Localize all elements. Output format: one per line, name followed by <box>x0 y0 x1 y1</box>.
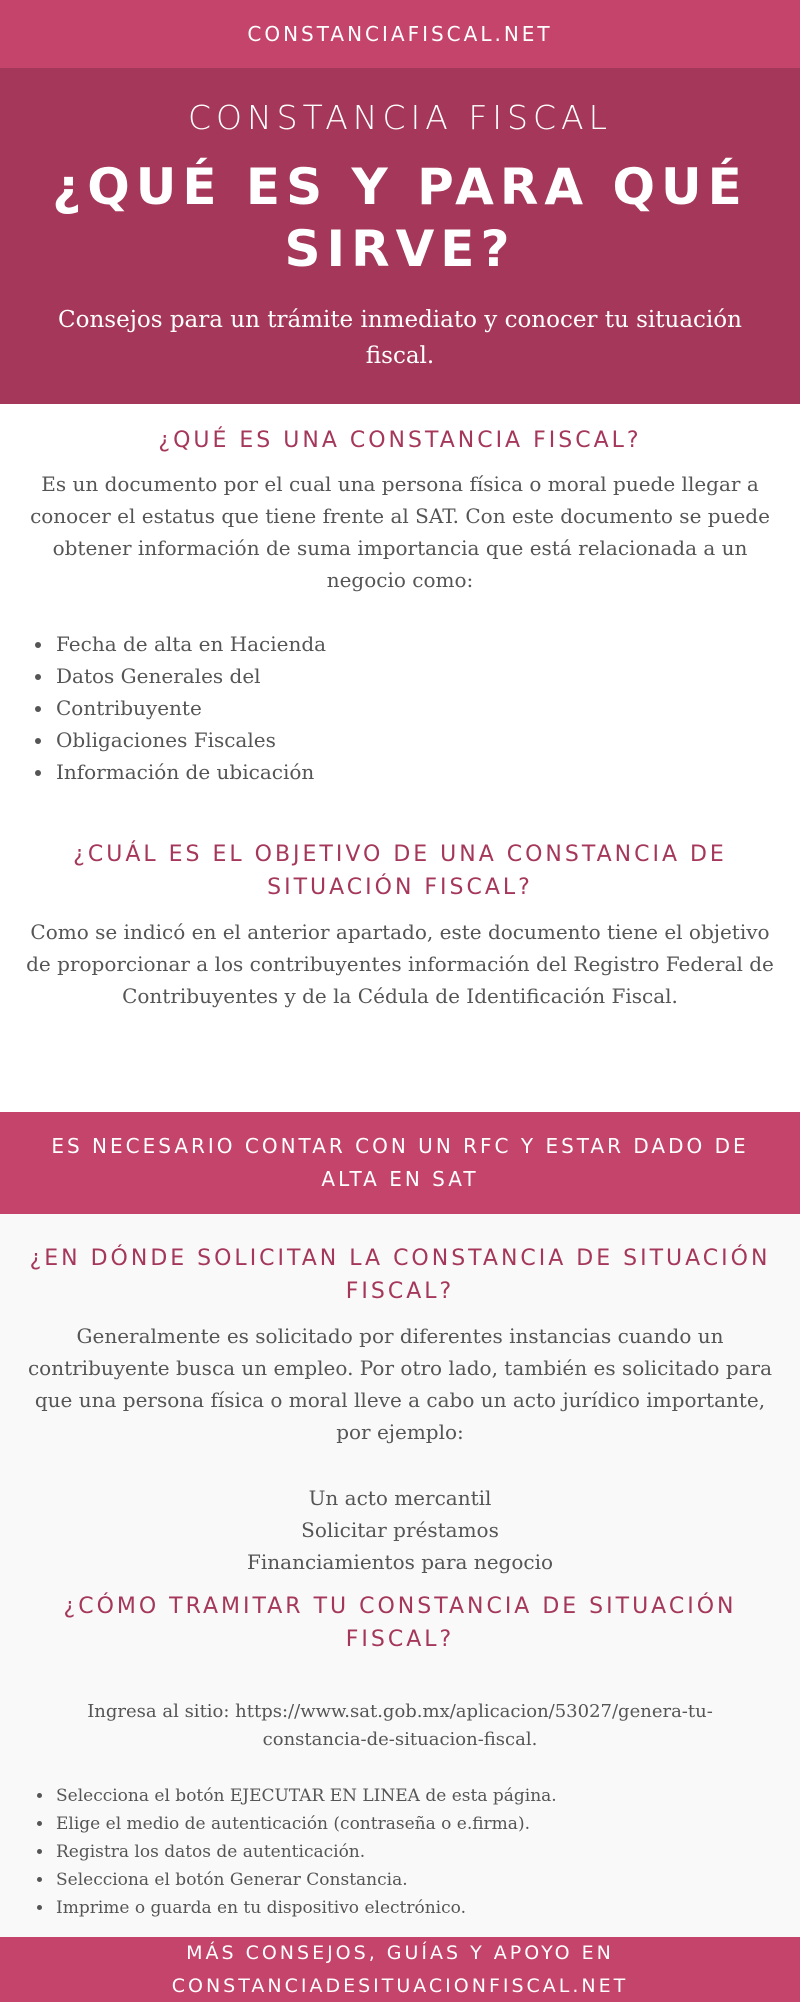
list-item: • Información de ubicación <box>54 756 800 788</box>
section-heading-where: ¿EN DÓNDE SOLICITAN LA CONSTANCIA DE SITUACIÓN FISCAL? <box>29 1246 771 1304</box>
section-heading-what: ¿QUÉ ES UNA CONSTANCIA FISCAL? <box>158 428 642 453</box>
footer-banner <box>0 1937 800 2002</box>
rfc-notice-text: ES NECESARIO CONTAR CON UN RFC Y ESTAR DADO DE ALTA EN SAT <box>51 1134 749 1191</box>
section-heading-how: ¿CÓMO TRAMITAR TU CONSTANCIA DE SITUACIÓN FISCAL? <box>63 1594 737 1652</box>
list-item: • Imprime o guarda en tu dispositivo electrónico. <box>54 1894 800 1922</box>
hero-subtitle: Consejos para un trámite inmediato y conocer tu situación fiscal. <box>58 307 742 369</box>
section-heading-objective: ¿CUÁL ES EL OBJETIVO DE UNA CONSTANCIA DE SITUACIÓN FISCAL? <box>73 842 727 900</box>
list-item: • Selecciona el botón EJECUTAR EN LINEA de esta página. <box>54 1782 800 1810</box>
hero-title: ¿QUÉ ES Y PARA QUÉ SIRVE? <box>52 158 748 278</box>
info-list <box>0 628 800 788</box>
sat-link-text[interactable]: Ingresa al sitio: https://www.sat.gob.mx/aplicacion/53027/genera-tu-constancia-de-situacion-fiscal. <box>87 1701 713 1750</box>
list-item: • Obligaciones Fiscales <box>54 724 800 756</box>
site-header <box>0 0 800 68</box>
section-body-objective: Como se indicó en el anterior apartado, este documento tiene el objetivo de proporcionar a los contribuyentes información del Registro Federal de Contribuyentes y de la Cédula de Identificación Fiscal. <box>26 920 774 1008</box>
list-item: • Datos Generales del <box>54 660 800 692</box>
list-item: • Fecha de alta en Hacienda <box>54 628 800 660</box>
steps-list <box>0 1782 800 1922</box>
section-body-where: Generalmente es solicitado por diferentes instancias cuando un contribuyente busca un empleo. Por otro lado, también es solicitado para que una persona física o moral lleve a cabo un acto jurídico importante, por ejemplo: <box>27 1324 773 1444</box>
intro-sections <box>0 404 800 1112</box>
section-body-what: Es un documento por el cual una persona física o moral puede llegar a conocer el estatus que tiene frente al SAT. Con este documento se puede obtener información de suma importancia que está relacionada a un negocio como: <box>30 472 770 592</box>
example-item: Financiamientos para negocio <box>246 1550 554 1574</box>
list-item: • Registra los datos de autenticación. <box>54 1838 800 1866</box>
rfc-notice-band <box>0 1112 800 1214</box>
hero-banner <box>0 68 800 404</box>
footer-text[interactable]: MÁS CONSEJOS, GUÍAS Y APOYO EN CONSTANCIADESITUACIONFISCAL.NET <box>171 1941 629 1997</box>
example-item: Un acto mercantil <box>308 1486 492 1510</box>
example-item: Solicitar préstamos <box>301 1518 499 1542</box>
request-and-steps <box>0 1214 800 1937</box>
site-domain[interactable]: CONSTANCIAFISCAL.NET <box>247 22 553 46</box>
list-item: • Selecciona el botón Generar Constancia. <box>54 1866 800 1894</box>
list-item: • Contribuyente <box>54 692 800 724</box>
hero-kicker: CONSTANCIA FISCAL <box>187 98 612 137</box>
list-item: • Elige el medio de autenticación (contraseña o e.firma). <box>54 1810 800 1838</box>
